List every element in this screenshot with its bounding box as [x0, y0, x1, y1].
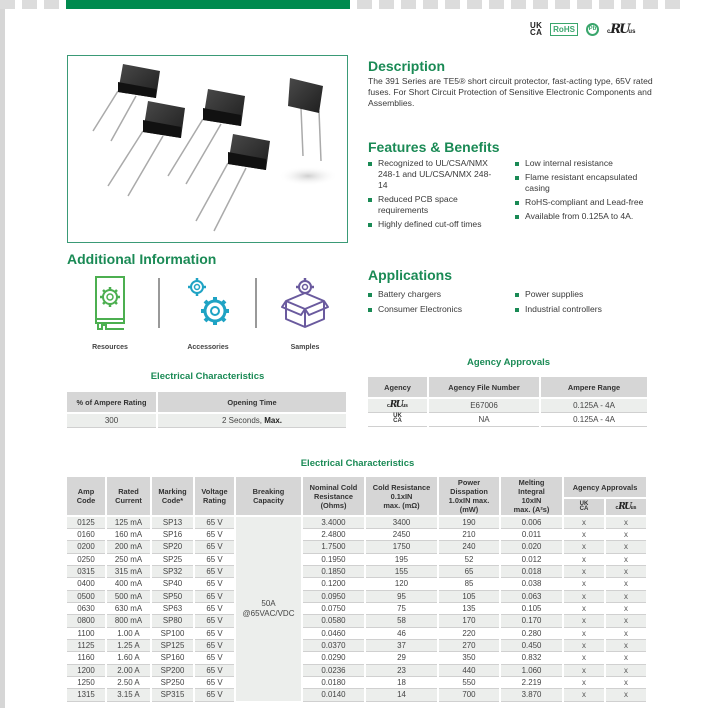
col-marking-code: Marking Code*	[151, 477, 194, 516]
ukca-cell: x	[563, 541, 605, 553]
current-cell: 1.60 A	[106, 652, 151, 664]
current-cell: 160 mA	[106, 528, 151, 540]
voltage-cell: 65 V	[194, 676, 235, 688]
power-cell: 52	[438, 553, 500, 565]
table-row	[67, 676, 647, 688]
ukca-cell: x	[563, 676, 605, 688]
bullet-icon	[515, 293, 519, 297]
voltage-cell: 65 V	[194, 615, 235, 627]
table-row	[67, 553, 647, 565]
code-cell: 1315	[67, 689, 106, 701]
cold-cell: 1750	[365, 541, 438, 553]
marking-cell: SP63	[151, 602, 194, 614]
code-cell: 0800	[67, 615, 106, 627]
current-cell: 500 mA	[106, 590, 151, 602]
feature-item: Highly defined cut-off times	[368, 219, 498, 230]
strip-segment	[555, 0, 570, 9]
ukca-cell: x	[563, 602, 605, 614]
ul-cell: x	[605, 590, 647, 602]
power-cell: 85	[438, 578, 500, 590]
nominal-cell: 0.1200	[302, 578, 365, 590]
col-file-number: Agency File Number	[428, 377, 540, 398]
voltage-cell: 65 V	[194, 627, 235, 639]
ul-cell: x	[605, 689, 647, 701]
melting-cell: 2.219	[500, 676, 563, 688]
product-image	[67, 55, 348, 243]
bullet-icon	[515, 201, 519, 205]
current-cell: 2.00 A	[106, 664, 151, 676]
cold-cell: 95	[365, 590, 438, 602]
power-cell: 210	[438, 528, 500, 540]
ul-cell: x	[605, 516, 647, 528]
applications-list-right	[515, 289, 602, 319]
code-cell: 0160	[67, 528, 106, 540]
ukca-cell: x	[563, 689, 605, 701]
nominal-cell: 1.7500	[302, 541, 365, 553]
power-cell: 105	[438, 590, 500, 602]
voltage-cell: 65 V	[194, 578, 235, 590]
marking-cell: SP13	[151, 516, 194, 528]
voltage-cell: 65 V	[194, 689, 235, 701]
application-item: Industrial controllers	[515, 304, 602, 315]
ul-cell: x	[605, 602, 647, 614]
col-ukca-icon: UK CA	[563, 498, 605, 516]
nominal-cell: 0.0370	[302, 639, 365, 651]
col-ampere-range: Ampere Range	[540, 377, 648, 398]
resources-link[interactable]	[80, 275, 140, 351]
strip-segment	[379, 0, 394, 9]
feature-item: RoHS-compliant and Lead-free	[515, 197, 655, 208]
bullet-icon	[368, 223, 372, 227]
ukca-cell: x	[563, 664, 605, 676]
current-cell: 1.00 A	[106, 627, 151, 639]
strip-segment	[577, 0, 592, 9]
nominal-cell: 0.0750	[302, 602, 365, 614]
gears-icon	[183, 275, 233, 333]
marking-cell: SP160	[151, 652, 194, 664]
code-cell: 0315	[67, 565, 106, 577]
ul-cell: x	[605, 565, 647, 577]
table-row	[67, 615, 647, 627]
feature-item: Low internal resistance	[515, 158, 655, 169]
ul-cell: x	[605, 676, 647, 688]
table-row: UK CA NA 0.125A - 4A	[368, 412, 648, 426]
ukca-cell: x	[563, 652, 605, 664]
certification-marks	[530, 22, 635, 36]
code-cell: 0400	[67, 578, 106, 590]
ul-cell: x	[605, 553, 647, 565]
cold-cell: 23	[365, 664, 438, 676]
ukca-cell: x	[563, 516, 605, 528]
bullet-icon	[368, 198, 372, 202]
page-left-edge	[0, 9, 5, 708]
resources-label: Resources	[92, 344, 128, 351]
ampere-rating-cell: 300	[67, 413, 157, 427]
code-cell: 0125	[67, 516, 106, 528]
voltage-cell: 65 V	[194, 652, 235, 664]
electrical-characteristics-table	[67, 477, 648, 702]
table-row	[67, 413, 347, 427]
marking-cell: SP32	[151, 565, 194, 577]
ukca-cell: x	[563, 528, 605, 540]
col-rated-current: Rated Current	[106, 477, 151, 516]
ul-cell: x	[605, 664, 647, 676]
accessories-label: Accessories	[187, 344, 229, 351]
cold-cell: 37	[365, 639, 438, 651]
ukca-cell: x	[563, 565, 605, 577]
cold-cell: 14	[365, 689, 438, 701]
accessories-link[interactable]	[178, 275, 238, 351]
voltage-cell: 65 V	[194, 516, 235, 528]
strip-segment	[489, 0, 504, 9]
strip-segment	[357, 0, 372, 9]
nominal-cell: 0.0140	[302, 689, 365, 701]
feature-item: Available from 0.125A to 4A.	[515, 211, 655, 222]
melting-cell: 0.006	[500, 516, 563, 528]
page-top-strip	[0, 0, 708, 9]
cold-cell: 29	[365, 652, 438, 664]
table-row: cRUus E67006 0.125A - 4A	[368, 398, 648, 412]
bullet-icon	[515, 176, 519, 180]
melting-cell: 0.105	[500, 602, 563, 614]
col-melting-integral: Melting Integral 10xIN max. (A²s)	[500, 477, 563, 516]
fuse-part	[108, 101, 185, 196]
divider	[158, 278, 160, 328]
bullet-icon	[368, 162, 372, 166]
strip-segment	[445, 0, 460, 9]
marking-cell: SP250	[151, 676, 194, 688]
ukca-mark-icon: UK CA	[530, 21, 543, 37]
strip-segment	[621, 0, 636, 9]
ul-cell: x	[605, 578, 647, 590]
table-row	[67, 602, 647, 614]
cold-cell: 2450	[365, 528, 438, 540]
table-row	[67, 565, 647, 577]
cold-cell: 75	[365, 602, 438, 614]
melting-cell: 0.450	[500, 639, 563, 651]
applications-list-left	[368, 289, 462, 319]
cold-cell: 46	[365, 627, 438, 639]
melting-cell: 0.018	[500, 565, 563, 577]
ukca-cell: x	[563, 590, 605, 602]
col-breaking-capacity: Breaking Capacity	[235, 477, 302, 516]
applications-heading: Applications	[368, 267, 453, 283]
voltage-cell: 65 V	[194, 590, 235, 602]
agency-approvals-table	[368, 377, 649, 427]
ul-recognized-mark-icon: c RU us	[606, 21, 636, 37]
bullet-icon	[515, 215, 519, 219]
nominal-cell: 0.0950	[302, 590, 365, 602]
melting-cell: 0.011	[500, 528, 563, 540]
fuse-components-illustration	[68, 56, 349, 244]
power-cell: 190	[438, 516, 500, 528]
description-heading: Description	[368, 58, 446, 74]
additional-info-heading: Additional Information	[67, 251, 217, 267]
col-power-dissipation: Power Disspation 1.0xIN max. (mW)	[438, 477, 500, 516]
melting-cell: 0.020	[500, 541, 563, 553]
melting-cell: 1.060	[500, 664, 563, 676]
bullet-icon	[515, 162, 519, 166]
nominal-cell: 3.4000	[302, 516, 365, 528]
col-ampere-rating: % of Ampere Rating	[67, 392, 157, 413]
col-voltage-rating: Voltage Rating	[194, 477, 235, 516]
col-nominal-cold-resistance: Nominal Cold Resistance (Ohms)	[302, 477, 365, 516]
nominal-cell: 0.1950	[302, 553, 365, 565]
melting-cell: 0.038	[500, 578, 563, 590]
table-row	[67, 590, 647, 602]
table-row	[67, 664, 647, 676]
breaking-capacity-cell: 50A @65VAC/VDC	[235, 516, 302, 701]
nominal-cell: 0.1850	[302, 565, 365, 577]
cold-cell: 195	[365, 553, 438, 565]
table-row	[67, 652, 647, 664]
strip-segment	[665, 0, 680, 9]
melting-cell: 0.170	[500, 615, 563, 627]
box-gear-icon	[280, 275, 330, 333]
ukca-cell: x	[563, 639, 605, 651]
ukca-cell: x	[563, 553, 605, 565]
current-cell: 400 mA	[106, 578, 151, 590]
strip-segment	[643, 0, 658, 9]
code-cell: 0500	[67, 590, 106, 602]
ul-agency-icon: cRUus	[368, 398, 428, 412]
col-agency-approvals: Agency Approvals	[563, 477, 647, 498]
voltage-cell: 65 V	[194, 553, 235, 565]
opening-time-table	[67, 392, 348, 428]
power-cell: 220	[438, 627, 500, 639]
nominal-cell: 2.4800	[302, 528, 365, 540]
marking-cell: SP40	[151, 578, 194, 590]
nominal-cell: 0.0236	[302, 664, 365, 676]
brand-green-bar	[66, 0, 350, 9]
current-cell: 630 mA	[106, 602, 151, 614]
ul-cell: x	[605, 615, 647, 627]
current-cell: 3.15 A	[106, 689, 151, 701]
marking-cell: SP20	[151, 541, 194, 553]
cold-cell: 3400	[365, 516, 438, 528]
features-list-left	[368, 158, 498, 233]
description-text: The 391 Series are TE5® short circuit protector, fast-acting type, 65V rated fuses. For Short Circuit Protection of Sensitive Electronic Components and Assemblies.	[368, 76, 653, 108]
strip-segment	[44, 0, 59, 9]
code-cell: 0200	[67, 541, 106, 553]
code-cell: 1250	[67, 676, 106, 688]
power-cell: 700	[438, 689, 500, 701]
marking-cell: SP125	[151, 639, 194, 651]
code-cell: 0630	[67, 602, 106, 614]
code-cell: 1100	[67, 627, 106, 639]
nominal-cell: 0.0460	[302, 627, 365, 639]
ul-cell: x	[605, 541, 647, 553]
opening-time-cell: 2 Seconds, Max.	[157, 413, 347, 427]
col-cold-resistance: Cold Resistance 0.1xIN max. (mΩ)	[365, 477, 438, 516]
current-cell: 1.25 A	[106, 639, 151, 651]
code-cell: 1125	[67, 639, 106, 651]
ul-cell: x	[605, 639, 647, 651]
power-cell: 270	[438, 639, 500, 651]
agency-approvals-title: Agency Approvals	[466, 357, 551, 368]
features-heading: Features & Benefits	[368, 139, 500, 155]
bullet-icon	[368, 293, 372, 297]
cold-cell: 155	[365, 565, 438, 577]
melting-cell: 0.832	[500, 652, 563, 664]
electrical-characteristics-title: Electrical Characteristics	[300, 458, 415, 469]
lead-free-mark-icon: Pb	[586, 23, 599, 36]
feature-item: Recognized to UL/CSA/NMX 248-1 and UL/CSA/NMX 248-14	[368, 158, 498, 191]
power-cell: 170	[438, 615, 500, 627]
application-item: Battery chargers	[368, 289, 462, 300]
strip-segment	[511, 0, 526, 9]
voltage-cell: 65 V	[194, 639, 235, 651]
strip-segment	[599, 0, 614, 9]
marking-cell: SP25	[151, 553, 194, 565]
divider	[255, 278, 257, 328]
ul-cell: x	[605, 528, 647, 540]
table-row	[67, 541, 647, 553]
current-cell: 315 mA	[106, 565, 151, 577]
strip-segment	[533, 0, 548, 9]
voltage-cell: 65 V	[194, 565, 235, 577]
strip-segment	[22, 0, 37, 9]
fuse-part-standing	[288, 78, 323, 161]
melting-cell: 0.280	[500, 627, 563, 639]
marking-cell: SP50	[151, 590, 194, 602]
nominal-cell: 0.0290	[302, 652, 365, 664]
samples-label: Samples	[290, 344, 320, 351]
ukca-agency-icon: UK CA	[368, 412, 428, 426]
feature-item: Reduced PCB space requirements	[368, 194, 498, 216]
power-cell: 135	[438, 602, 500, 614]
power-cell: 440	[438, 664, 500, 676]
ul-cell: x	[605, 627, 647, 639]
marking-cell: SP315	[151, 689, 194, 701]
code-cell: 0250	[67, 553, 106, 565]
application-item: Power supplies	[515, 289, 602, 300]
power-cell: 550	[438, 676, 500, 688]
table-row	[67, 516, 647, 528]
col-opening-time: Opening Time	[157, 392, 347, 413]
melting-cell: 0.012	[500, 553, 563, 565]
rohs-mark-icon: RoHS	[550, 23, 578, 36]
current-cell: 200 mA	[106, 541, 151, 553]
nominal-cell: 0.0180	[302, 676, 365, 688]
marking-cell: SP80	[151, 615, 194, 627]
col-ul-icon: cRUus	[605, 498, 647, 516]
strip-segment	[401, 0, 416, 9]
power-cell: 240	[438, 541, 500, 553]
power-cell: 350	[438, 652, 500, 664]
current-cell: 2.50 A	[106, 676, 151, 688]
col-agency: Agency	[368, 377, 428, 398]
feature-item: Flame resistant encapsulated casing	[515, 172, 655, 194]
table-row	[67, 627, 647, 639]
table-row	[67, 578, 647, 590]
bullet-icon	[515, 308, 519, 312]
samples-link[interactable]	[275, 275, 335, 351]
table-row	[67, 639, 647, 651]
power-cell: 65	[438, 565, 500, 577]
table-row	[67, 689, 647, 701]
voltage-cell: 65 V	[194, 528, 235, 540]
cold-cell: 58	[365, 615, 438, 627]
ul-cell: x	[605, 652, 647, 664]
voltage-cell: 65 V	[194, 664, 235, 676]
table-row	[67, 528, 647, 540]
strip-segment	[423, 0, 438, 9]
voltage-cell: 65 V	[194, 602, 235, 614]
nominal-cell: 0.0580	[302, 615, 365, 627]
ukca-cell: x	[563, 615, 605, 627]
marking-cell: SP16	[151, 528, 194, 540]
strip-segment	[467, 0, 482, 9]
voltage-cell: 65 V	[194, 541, 235, 553]
cold-cell: 120	[365, 578, 438, 590]
application-item: Consumer Electronics	[368, 304, 462, 315]
current-cell: 800 mA	[106, 615, 151, 627]
current-cell: 250 mA	[106, 553, 151, 565]
electrical-characteristics-small-title: Electrical Characteristics	[150, 371, 265, 382]
cold-cell: 18	[365, 676, 438, 688]
bullet-icon	[368, 308, 372, 312]
code-cell: 1200	[67, 664, 106, 676]
marking-cell: SP200	[151, 664, 194, 676]
current-cell: 125 mA	[106, 516, 151, 528]
strip-segment	[0, 0, 15, 9]
marking-cell: SP100	[151, 627, 194, 639]
col-amp-code: Amp Code	[67, 477, 106, 516]
ukca-cell: x	[563, 578, 605, 590]
book-gear-icon	[90, 275, 130, 333]
melting-cell: 0.063	[500, 590, 563, 602]
additional-info-links	[80, 275, 350, 355]
features-list-right	[515, 158, 655, 225]
melting-cell: 3.870	[500, 689, 563, 701]
ukca-cell: x	[563, 627, 605, 639]
code-cell: 1160	[67, 652, 106, 664]
